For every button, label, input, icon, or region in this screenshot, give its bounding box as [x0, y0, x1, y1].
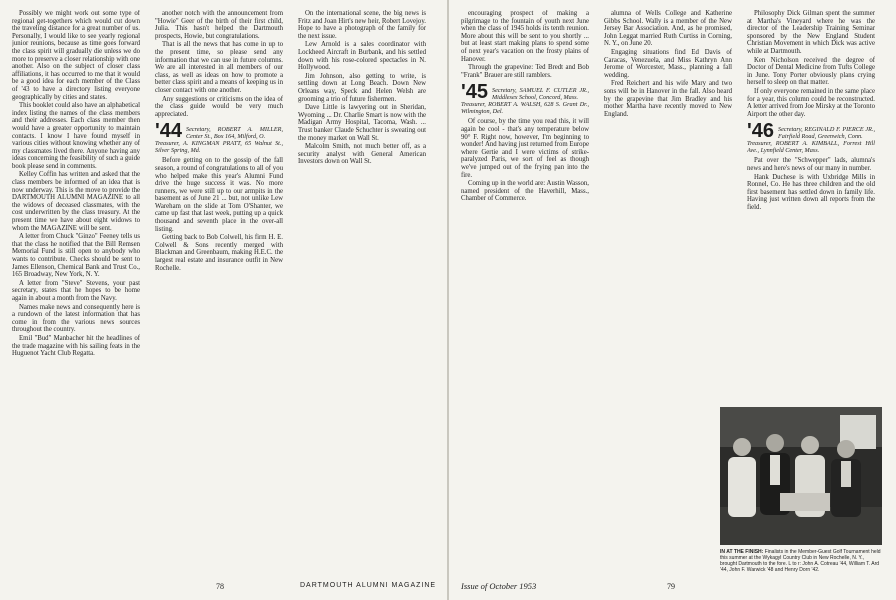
paragraph: alumna of Wells College and Katherine Gibbs School. Wally is a member of the New Jersey Bar Association. And, as he promised, John Leggat married Ruth Curtiss in Corning, N. Y., on June 20. [604, 10, 732, 48]
class-secretary: Secretary, ROBERT A. MILLER, Center St., Box 164, Milford, O. [186, 126, 283, 141]
left-column-2 [155, 10, 283, 576]
paragraph: That is all the news that has come in up to the present time, so please send any information that we can use in future columns. We are all interested in all members of our class, as well as ideas on how to promote a better class spirit and a means of keeping us in closer contact with one another. [155, 41, 283, 94]
paragraph: Any suggestions or criticisms on the idea of the class guide would be very much appreciated. [155, 95, 283, 118]
left-page [0, 0, 447, 600]
paragraph: Emil "Bud" Manbacher hit the headlines of the trade magazine with his sailing feats in the Huguenot Yacht Club Regatta. [12, 334, 140, 358]
class-secretary: Secretary, REGINALD F. PIERCE JR., Fairfield Road, Greenwich, Conn. [778, 126, 875, 141]
paragraph: Hank Duchese is with Uxbridge Mills in Ronnel, Co. He has three children and the old first basement has settled down in family life. Having just written down all reports from the field. [747, 173, 875, 211]
class-treasurer: Treasurer, A. KINGMAN PRATT, 65 Walnut St., Silver Spring, Md. [155, 140, 283, 155]
class-heading-44 [155, 122, 283, 154]
paragraph: Through the grapevine: Ted Bredt and Bob "Frank" Brauer are still ramblers. [461, 64, 589, 79]
paragraph: A letter from Chuck "Ginzo" Feeney tells us that the class he notified that the Bill Remsen Memorial Fund is still open to anybody who wants to contribute. Checks should be sent to James Ellenson, Chemical Bank and Trust Co., 165 Broadway, New York, N. Y. [12, 233, 140, 279]
class-treasurer: Treasurer, ROBERT A. WALSH, 628 S. Grant Dr., Wilmington, Del. [461, 101, 589, 116]
caption-text: Finalists in the Member-Guest Golf Tournament held this summer at the Wykagyl Country Club in New Rochelle, N. Y., brought Dartmouth to the fore. L to r: John A. Cotreau '44, William T. Ard '44, John F. Warwick '48 and Henry Dorn '42. [720, 549, 881, 573]
paragraph: Malcolm Smith, not much better off, as a security analyst with General American Investors down on Wall St. [298, 143, 426, 166]
page-number: 79 [667, 582, 675, 591]
class-year: '44 [155, 120, 183, 143]
paragraph: Lew Arnold is a sales coordinator with Lockheed Aircraft in Burbank, and his settled down with his rose-colored spectacles in N. Hollywood. [298, 41, 426, 72]
paragraph: If only everyone remained in the same place for a year, this column could be reconstructed. A letter arrived from Joe Mirsky at the Toronto Airport the other day. [747, 87, 875, 118]
paragraph: Getting back to Bob Colwell, his firm H. E. Colwell & Sons recently merged with Blackman and Greenbaum, making H.E.C. the largest real estate and insurance outfit in New Rochelle. [155, 234, 283, 272]
paragraph: Of course, by the time you read this, it will again be cool - that's any temperature below 90° F. Right now, however, I'm beginning to wonder! And having just returned from Europe where Gertie and I were victims of strike-paralyzed Paris, we sort of feel as though we've jumped out of the frying pan into the fire. [461, 118, 589, 179]
class-treasurer: Treasurer, ROBERT A. KIMBALL, Forrest Hill Ave., Lynnfield Center, Mass. [747, 140, 875, 155]
paragraph: Ken Nicholson received the degree of Doctor of Dental Medicine from Tufts College in June. Tony Porter obviously plans crying herself to sleep on that matter. [747, 56, 875, 87]
paragraph: Before getting on to the gossip of the fall season, a round of congratulations to all of you who helped make this year's Alumni Fund drive the huge success it was. No more runners, we were still up to our armpits in the basement as of June 21 ... but, not unlike Lew Wareham on the slide at Tom O'Shanter, we came up fast that last week, putting up a quick thousand and seventh place in the over-all listing. [155, 157, 283, 233]
golf-finalists-photo [720, 407, 882, 545]
paragraph: Dave Little is lawyering out in Sheridan, Wyoming ... Dr. Charlie Smart is now with the Madigan Army Hospital, Tacoma, Wash. ... Trust banker Claude Schuchter is sweating out the money market on Wall St. [298, 104, 426, 142]
paragraph: Pat over the "Schwepper" lads, alumna's news and here's news of our many in number. [747, 157, 875, 172]
caption-lead: IN AT THE FINISH: [720, 549, 764, 555]
paragraph: Engaging situations find Ed Davis of Caracas, Venezuela, and Miss Kathryn Ann Jerome of Worcester, Mass., planning a fall wedding. [604, 48, 732, 79]
paragraph: Possibly we might work out some type of regional get-togethers which would cut down the traveling distance for a great number of us. Personally, I would like to see yearly regional junior reunions, because as time goes forward the class spirit will gradually die unless we do more to preserve a closer relationship with one another. Also on the subject of closer class affiliations, it has occurred to me that it would be a good idea for each member of the Class of '43 to have a directory listing everyone geographically by cities and states. [12, 10, 140, 101]
photo-caption [720, 549, 882, 573]
paragraph: another notch with the announcement from "Howie" Geer of the birth of their first child, Julia. This hasn't helped the Dartmouth prospects, Howie, but congratulations. [155, 10, 283, 40]
paragraph: Jim Johnson, also getting to write, is settling down at Long Beach. Down New Orleans way, Speck and Helen Welsh are grooming a trio of future fishermen. [298, 72, 426, 103]
class-secretary: Secretary, SAMUEL F. CUTLER JR., Middlesex School, Concord, Mass. [492, 87, 589, 102]
paragraph: This booklet could also have an alphabetical index listing the names of the class members and their addresses. Each class member then would have a greater opportunity to maintain contacts. I know I have found myself in various cities without knowing whether any of my classmates lived there. Anyone having any ideas concerning the feasibility of such a guide book please send in comments. [12, 102, 140, 170]
paragraph: Names make news and consequently here is a rundown of the latest information that has come in from the various news sources throughout the country. [12, 303, 140, 334]
right-column-2 [604, 10, 732, 400]
paragraph: Fred Reichert and his wife Mary and two sons will be in Hanover in the fall. Also heard by the grapevine that Jim Bradley and his mother Martha have recently moved to New England. [604, 80, 732, 118]
class-year: '46 [747, 120, 775, 143]
photo-image [720, 407, 882, 545]
paragraph: Coming up in the world are: Austin Wasson, named president of the Haverhill, Mass., Chamber of Commerce. [461, 180, 589, 203]
paragraph: Kelley Coffin has written and asked that the class members be informed of an idea that is now underway. This is the move to provide the DARTMOUTH ALUMNI MAGAZINE to all the widows of deceased classmates, with the cost underwritten by the class treasury. At the present time we have about eight widows to whom the MAGAZINE will be sent. [12, 171, 140, 232]
right-column-1 [461, 10, 589, 576]
paragraph: encouraging prospect of making a pilgrimage to the fountain of youth next June when the class of 1945 holds its tenth reunion. More about this will be sent to you shortly ... but at least start making plans to spend some of next year's vacation on the frosty plains of Hanover. [461, 10, 589, 63]
paragraph: A letter from "Steve" Stevens, your past secretary, states that he hopes to be home again in about a month from the Navy. [12, 279, 140, 302]
page-number: 78 [216, 582, 224, 591]
right-column-3 [747, 10, 875, 400]
class-year: '45 [461, 81, 489, 104]
magazine-masthead: DARTMOUTH ALUMNI MAGAZINE [300, 582, 437, 589]
right-page [449, 0, 896, 600]
left-column-1 [12, 10, 140, 576]
left-column-3 [298, 10, 426, 576]
class-heading-46 [747, 122, 875, 154]
paragraph: On the international scene, the big news is Fritz and Joan Hirt's new heir, Robert Lovejoy. Hope to have a photograph of the family for the next issue. [298, 10, 426, 40]
paragraph: Philosophy Dick Gilman spent the summer at Martha's Vineyard where he was the director of the Leadership Training Seminar sponsored by the New England Student Christian Movement in which Dick was active while at Dartmouth. [747, 10, 875, 55]
issue-date: Issue of October 1953 [461, 581, 537, 591]
class-heading-45 [461, 83, 589, 115]
